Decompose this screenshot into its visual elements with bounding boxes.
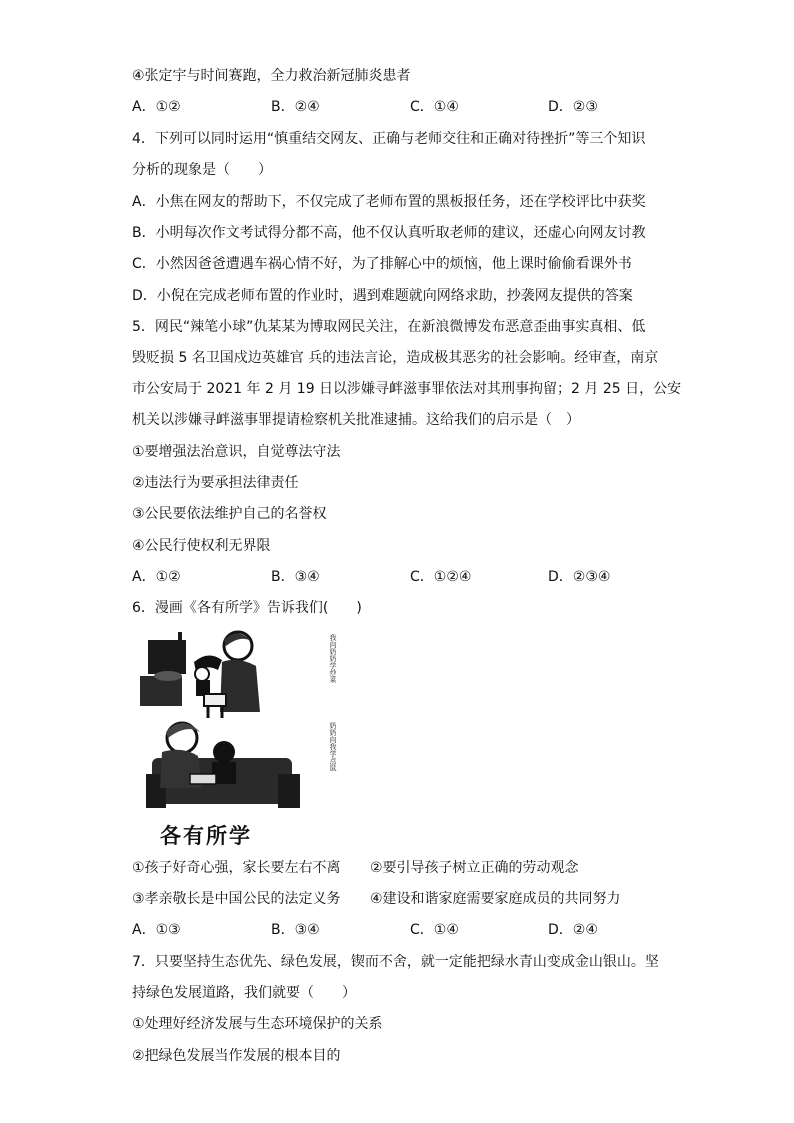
comic-child-head-2 [213,741,235,763]
q6-option-a: A．①③ [132,922,181,938]
q7-statement-1: ①处理好经济发展与生态环境保护的关系 [132,1016,383,1032]
q5-statement-4: ④公民行使权利无界限 [132,538,271,554]
q6-option-d: D．②④ [548,922,598,938]
q5-stem-line4: 机关以涉嫌寻衅滋事罪提请检察机关批准逮捕。这给我们的启示是（ ） [132,412,580,428]
q5-statement-2: ②违法行为要承担法律责任 [132,475,299,491]
q6-statement-1: ①孩子好奇心强，家长要左右不离 [132,860,341,876]
q7-stem-line2: 持绿色发展道路，我们就要（ ） [132,985,356,1001]
q6-statement-2: ②要引导孩子树立正确的劳动观念 [370,860,579,876]
q4-option-c: C．小然因爸爸遭遇车祸心情不好，为了排解心中的烦恼，他上课时偷偷看课外书 [132,256,632,272]
q4-stem-line2: 分析的现象是（ ） [132,162,272,178]
q3-option-b: B．②④ [271,99,320,115]
q5-statement-3: ③公民要依法维护自己的名誉权 [132,506,327,522]
q6-stem: 6．漫画《各有所学》告诉我们( ) [132,600,362,616]
q4-option-b: B．小明每次作文考试得分都不高，他不仅认真听取老师的建议，还虚心向网友讨教 [132,225,646,241]
comic-stove [140,676,182,706]
q4-option-a: A．小焦在网友的帮助下，不仅完成了老师布置的黑板报任务，还在学校评比中获奖 [132,194,646,210]
q3-option-d: D．②③ [548,99,598,115]
q5-option-c: C．①②④ [410,569,472,585]
q3-option-c: C．①④ [410,99,459,115]
q5-stem-line2: 毁贬损 5 名卫国戍边英雄官 兵的违法言论，造成极其恶劣的社会影响。经审查，南京 [132,350,659,366]
comic-caption-bottom: 奶奶向我学点鼠 [288,722,337,730]
q6-option-b: B．③④ [271,922,320,938]
q5-statement-1: ①要增强法治意识，自觉尊法守法 [132,444,341,460]
q7-stem-line1: 7．只要坚持生态优先、绿色发展，锲而不舍，就一定能把绿水青山变成金山银山。坚 [132,954,659,970]
q3-option-a: A．①② [132,99,181,115]
q7-statement-2: ②把绿色发展当作发展的根本目的 [132,1048,341,1064]
q4-stem-line1: 4．下列可以同时运用“慎重结交网友、正确与老师交往和正确对待挫折”等三个知识 [132,131,646,147]
q5-option-b: B．③④ [271,569,320,585]
q3-statement-4: ④张定宇与时间赛跑，全力救治新冠肺炎患者 [132,68,411,84]
comic-caption-top: 我向奶奶学炒菜 [288,634,337,642]
q6-statement-4: ④建设和谐家庭需要家庭成员的共同努力 [370,891,621,907]
comic-title: 各有所学 [160,823,252,848]
q4-option-d: D．小倪在完成老师布置的作业时，遇到难题就向网络求助，抄袭网友提供的答案 [132,288,633,304]
comic-cabinet [148,640,186,674]
q5-stem-line3: 市公安局于 2021 年 2 月 19 日以涉嫌寻衅滋事罪依法对其刑事拘留；2 月 25 日，公安 [132,381,682,397]
q5-stem-line1: 5．网民“辣笔小球”仇某某为博取网民关注，在新浪微博发布恶意歪曲事实真相、低 [132,319,646,335]
q6-statement-3: ③孝亲敬长是中国公民的法定义务 [132,891,341,907]
q5-option-d: D．②③④ [548,569,611,585]
q5-option-a: A．①② [132,569,181,585]
q6-option-c: C．①④ [410,922,459,938]
comic-child-head [195,667,209,681]
